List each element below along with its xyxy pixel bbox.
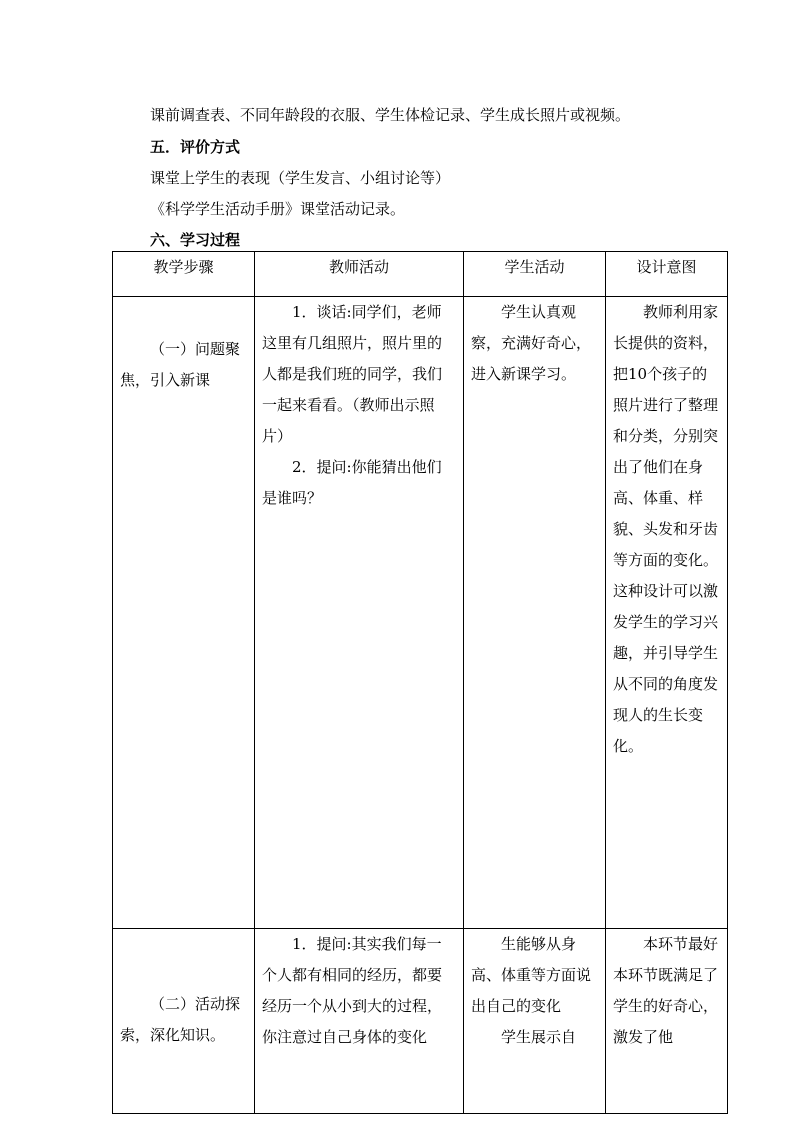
stage-cell: （二）活动探索，深化知识。	[113, 929, 255, 1114]
student-item: 学生展示自	[501, 1028, 577, 1046]
lesson-process-table	[112, 251, 728, 1114]
table-row	[113, 929, 728, 1114]
intent-item: 本环节最好本环节既满足了学生的好奇心，激发了他	[613, 935, 719, 1046]
student-item: 生能够从身高、体重等方面说出自己的变化	[471, 935, 592, 1015]
section5-line-2: 《科学学生活动手册》课堂活动记录。	[150, 200, 406, 218]
section5-line-1: 课堂上学生的表现（学生发言、小组讨论等）	[150, 169, 451, 187]
intent-cell	[606, 297, 728, 929]
table-header-row	[113, 252, 728, 297]
intent-item: 教师利用家长提供的资料，把10个孩子的照片进行了整理和分类，分别突出了他们在身高、体重、样貌、头发和牙齿等方面的变化。这种设计可以激发学生的学习兴趣，并引导学生从不同的角度发现人的生长变化。	[613, 303, 719, 755]
header-student: 学生活动	[464, 252, 606, 297]
header-intent: 设计意图	[606, 252, 728, 297]
stage-cell: （一）问题聚焦，引入新课	[113, 297, 255, 929]
intro-text: 课前调查表、不同年龄段的衣服、学生体检记录、学生成长照片或视频。	[150, 106, 631, 124]
teacher-item: 2．提问:你能猜出他们是谁吗？	[262, 458, 442, 507]
teacher-cell	[255, 297, 464, 929]
section6-title: 六、学习过程	[150, 231, 241, 249]
student-cell	[464, 929, 606, 1114]
header-teacher: 教师活动	[255, 252, 464, 297]
student-cell	[464, 297, 606, 929]
intent-cell	[606, 929, 728, 1114]
section5-title: 五．评价方式	[150, 138, 241, 156]
teacher-item: 1．提问:其实我们每一个人都有相同的经历，都要经历一个从小到大的过程，你注意过自己身体的变化	[262, 935, 443, 1046]
student-item: 学生认真观察，充满好奇心，进入新课学习。	[471, 303, 592, 383]
table-row	[113, 297, 728, 929]
teacher-cell	[255, 929, 464, 1114]
header-stage: 教学步骤	[113, 252, 255, 297]
teacher-item: 1．谈话:同学们，老师这里有几组照片，照片里的人都是我们班的同学，我们一起来看看。（教师出示照片）	[262, 303, 443, 445]
